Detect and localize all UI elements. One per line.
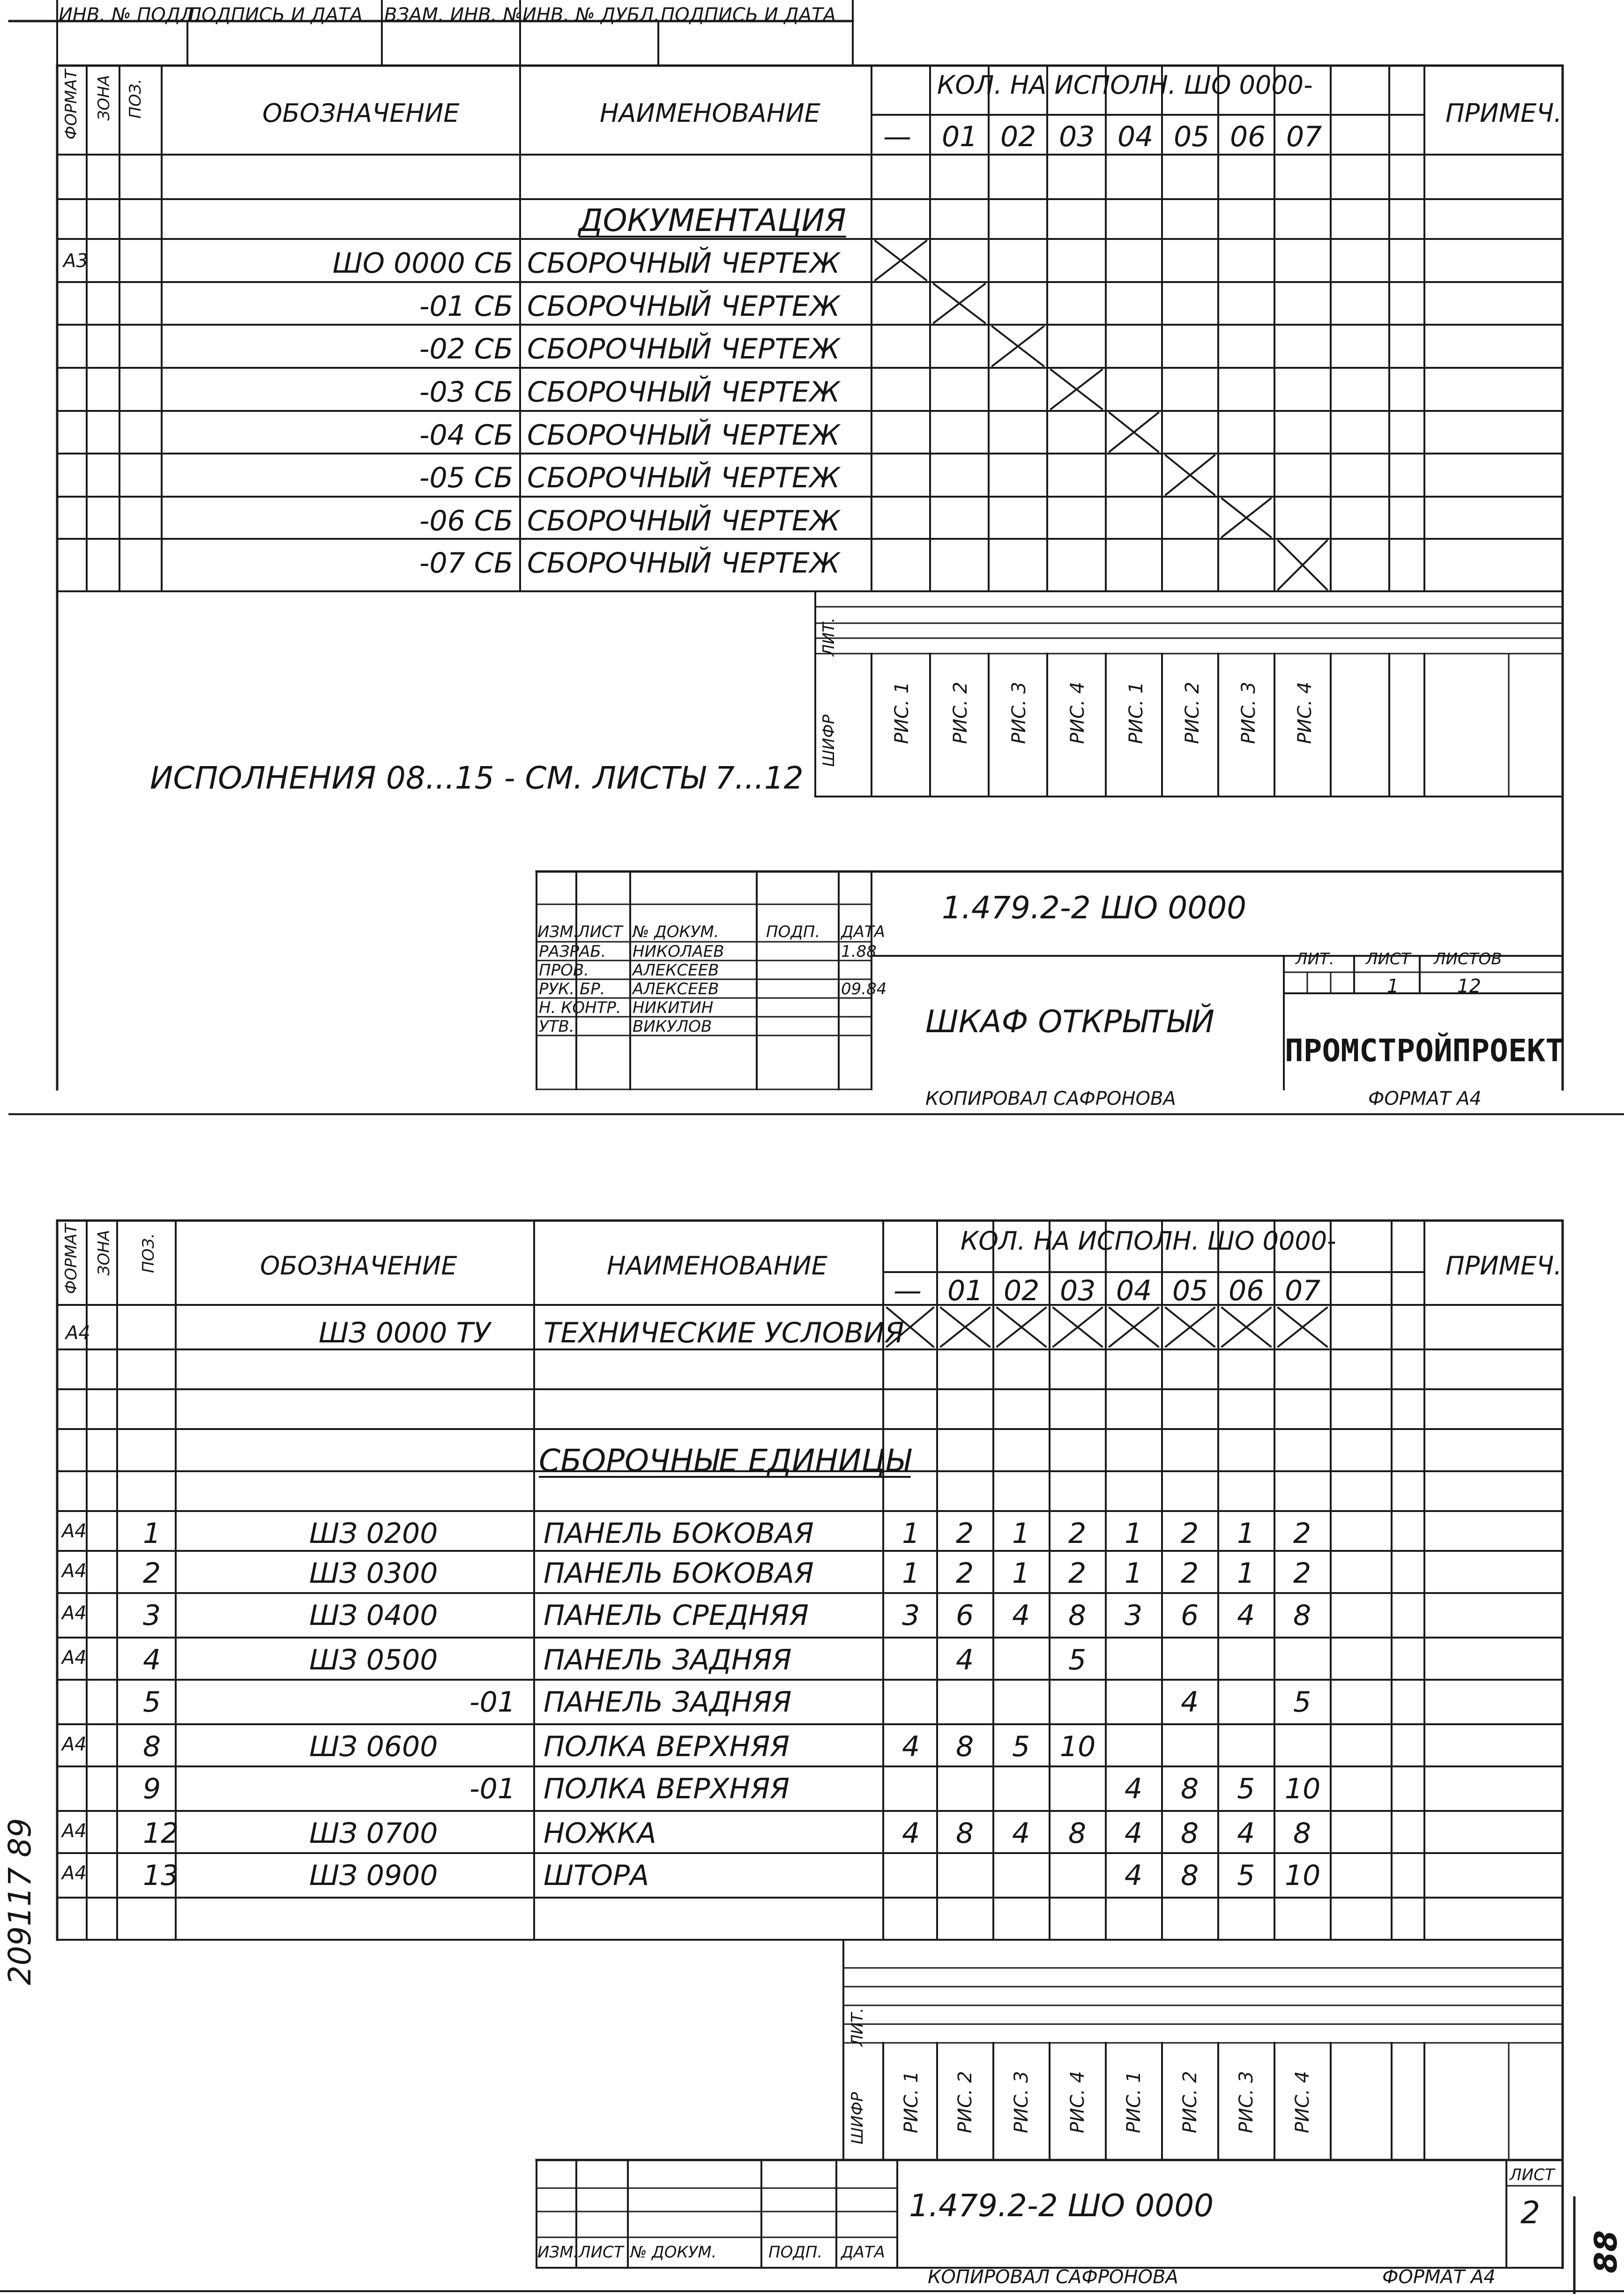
variant-0: — <box>883 120 911 153</box>
margin-inventory-number: 209117 89 <box>2 1818 38 1985</box>
row2-designation: ШЗ 0200 <box>309 1517 438 1550</box>
row2-qty: 2 <box>1293 1557 1311 1590</box>
row2-designation: -01 <box>469 1773 515 1805</box>
row2-pos: 8 <box>143 1730 161 1763</box>
tb2-h-izm: ИЗМ. <box>537 2243 579 2262</box>
lit-label: ЛИТ. <box>819 618 838 656</box>
row2-format: А4 <box>62 1734 87 1755</box>
row2-name: ШТОРА <box>544 1859 649 1892</box>
format-label-2: ФОРМАТ А4 <box>1382 2266 1496 2288</box>
variant-2: 02 <box>1000 120 1036 153</box>
row2-qty: 1 <box>1012 1557 1030 1590</box>
row2-qty: 1 <box>902 1557 920 1590</box>
row2-qty: 4 <box>1237 1817 1255 1850</box>
variant2-3: 03 <box>1060 1274 1096 1307</box>
variant-7: 07 <box>1286 120 1322 153</box>
row2-qty: 5 <box>1068 1644 1087 1676</box>
variant-4: 04 <box>1117 120 1154 153</box>
col-format: ФОРМАТ <box>62 69 81 140</box>
row2-pos: 3 <box>143 1599 161 1632</box>
variant-3: 03 <box>1059 120 1095 153</box>
row2-designation: ШЗ 0300 <box>309 1557 438 1590</box>
person-name: АЛЕКСЕЕВ <box>633 980 719 998</box>
row-designation: -03 СБ <box>419 376 513 409</box>
row2-qty: 10 <box>1285 1859 1321 1892</box>
col-qty-title: КОЛ. НА ИСПОЛН. ШО 0000- <box>937 70 1313 100</box>
col-zone-2: ЗОНА <box>95 1230 113 1276</box>
col-zone: ЗОНА <box>95 75 113 121</box>
section-documentation: ДОКУМЕНТАЦИЯ <box>579 202 846 238</box>
variant-6: 06 <box>1230 120 1266 153</box>
person-name: ВИКУЛОВ <box>633 1017 712 1036</box>
cipher-label-2: ШИФР <box>848 2092 867 2145</box>
row2-pos: 1 <box>143 1517 161 1550</box>
figure2-6: РИС. 3 <box>1236 2071 1257 2133</box>
tu-name: ТЕХНИЧЕСКИЕ УСЛОВИЯ <box>544 1317 904 1349</box>
row2-qty: 2 <box>1181 1517 1199 1550</box>
row2-qty: 2 <box>1068 1557 1087 1590</box>
row2-designation: ШЗ 0600 <box>309 1730 438 1763</box>
row2-format: А4 <box>62 1560 87 1582</box>
format-label: ФОРМАТ А4 <box>1368 1088 1482 1110</box>
org-name: ПРОМСТРОЙПРОЕКТ <box>1285 1033 1564 1069</box>
row2-qty: 2 <box>1068 1517 1087 1550</box>
row2-format: А4 <box>62 1602 87 1624</box>
row2-qty: 1 <box>1237 1517 1255 1550</box>
tb-sheets: ЛИСТОВ <box>1434 950 1502 968</box>
row2-name: ПАНЕЛЬ СРЕДНЯЯ <box>544 1599 809 1632</box>
row2-designation: -01 <box>469 1686 515 1719</box>
row2-format: А4 <box>62 1862 87 1884</box>
row2-qty: 4 <box>1237 1599 1255 1632</box>
row2-designation: ШЗ 0400 <box>309 1599 438 1632</box>
figure2-2: РИС. 3 <box>1011 2071 1032 2133</box>
row2-pos: 2 <box>143 1557 161 1590</box>
person-name: НИКИТИН <box>633 998 714 1017</box>
tb-h-list: ЛИСТ <box>578 923 623 941</box>
row2-name: ПАНЕЛЬ БОКОВАЯ <box>544 1517 814 1550</box>
row2-name: ПАНЕЛЬ ЗАДНЯЯ <box>544 1686 792 1719</box>
variant-1: 01 <box>942 120 978 153</box>
row2-format: А4 <box>62 1647 87 1668</box>
row2-qty: 2 <box>956 1517 974 1550</box>
col-format-2: ФОРМАТ <box>62 1224 81 1294</box>
row2-qty: 4 <box>1125 1817 1143 1850</box>
row2-qty: 8 <box>1181 1859 1199 1892</box>
copied-by-2: КОПИРОВАЛ САФРОНОВА <box>928 2266 1178 2288</box>
row2-qty: 5 <box>1237 1859 1255 1892</box>
row2-designation: ШЗ 0500 <box>309 1644 438 1676</box>
tb-sheet-no: 1 <box>1387 976 1399 997</box>
tb-lit: ЛИТ. <box>1296 950 1334 968</box>
figure2-3: РИС. 4 <box>1067 2071 1088 2133</box>
tb-h-izm: ИЗМ. <box>537 923 579 941</box>
stamp-podpis-data: ПОДПИСЬ И ДАТА <box>187 4 363 26</box>
row2-pos: 4 <box>143 1644 161 1676</box>
variant2-1: 01 <box>947 1274 983 1307</box>
row2-qty: 1 <box>1125 1517 1143 1550</box>
figure2-1: РИС. 2 <box>954 2071 976 2133</box>
row2-name: ПОЛКА ВЕРХНЯЯ <box>544 1773 790 1805</box>
cipher-label: ШИФР <box>819 715 838 767</box>
variant2-0: — <box>894 1274 922 1307</box>
tb2-sheet: ЛИСТ <box>1510 2166 1555 2184</box>
row2-designation: ШЗ 0900 <box>309 1859 438 1892</box>
row-name: СБОРОЧНЫЙ ЧЕРТЕЖ <box>527 333 840 365</box>
row-name: СБОРОЧНЫЙ ЧЕРТЕЖ <box>527 376 840 409</box>
row-name: СБОРОЧНЫЙ ЧЕРТЕЖ <box>527 505 840 537</box>
row-designation: -07 СБ <box>419 547 513 580</box>
col-note: ПРИМЕЧ. <box>1445 98 1562 128</box>
tb-h-doc: № ДОКУМ. <box>633 923 719 941</box>
page-number: 88 <box>1588 2230 1624 2273</box>
stamp-inv-podl: ИНВ. № ПОДЛ. <box>59 4 201 26</box>
person-date: 1.88 <box>841 942 877 961</box>
row2-qty: 8 <box>1068 1599 1087 1632</box>
copied-by: КОПИРОВАЛ САФРОНОВА <box>925 1088 1176 1110</box>
figure-4: РИС. 1 <box>1125 682 1147 744</box>
row-name: СБОРОЧНЫЙ ЧЕРТЕЖ <box>527 547 840 580</box>
row2-qty: 4 <box>902 1730 920 1763</box>
col-pos-2: ПОЗ. <box>139 1233 158 1273</box>
figure-6: РИС. 3 <box>1238 682 1259 744</box>
row2-pos: 13 <box>143 1859 179 1892</box>
section-assemblies: СБОРОЧНЫЕ ЕДИНИЦЫ <box>539 1443 911 1479</box>
stamp-vzam-inv: ВЗАМ. ИНВ. № <box>384 4 522 26</box>
figure-7: РИС. 4 <box>1294 682 1316 744</box>
col-note-2: ПРИМЕЧ. <box>1445 1251 1562 1281</box>
row2-qty: 1 <box>1012 1517 1030 1550</box>
row-designation: -01 СБ <box>419 290 513 323</box>
tb2-sheet-no: 2 <box>1520 2195 1540 2231</box>
row2-qty: 4 <box>956 1644 974 1676</box>
row2-qty: 4 <box>1181 1686 1199 1719</box>
person-role: РАЗРАБ. <box>539 942 606 961</box>
row2-format: А4 <box>62 1820 87 1842</box>
row-name: СБОРОЧНЫЙ ЧЕРТЕЖ <box>527 462 840 494</box>
doc-code-2: 1.479.2-2 ШО 0000 <box>909 2188 1214 2224</box>
row2-qty: 2 <box>956 1557 974 1590</box>
figure2-0: РИС. 1 <box>901 2071 922 2133</box>
person-role: РУК. БР. <box>539 980 605 998</box>
row2-qty: 1 <box>902 1517 920 1550</box>
row2-name: НОЖКА <box>544 1817 656 1850</box>
row-designation: -04 СБ <box>419 419 513 452</box>
row2-qty: 8 <box>1181 1817 1199 1850</box>
stamp-inv-dubl: ИНВ. № ДУБЛ. <box>522 4 660 26</box>
row2-qty: 3 <box>1125 1599 1143 1632</box>
figure2-5: РИС. 2 <box>1179 2071 1201 2133</box>
tb2-h-doc: № ДОКУМ. <box>630 2243 717 2262</box>
row-designation: -02 СБ <box>419 333 513 365</box>
tb-sheets-no: 12 <box>1457 976 1481 997</box>
variant-5: 05 <box>1174 120 1210 153</box>
person-name: НИКОЛАЕВ <box>633 942 724 961</box>
row2-qty: 8 <box>1068 1817 1087 1850</box>
row-designation: -05 СБ <box>419 462 513 494</box>
col-pos: ПОЗ. <box>126 79 145 119</box>
doc-code: 1.479.2-2 ШО 0000 <box>942 890 1247 926</box>
row2-qty: 6 <box>1181 1599 1199 1632</box>
row2-name: ПАНЕЛЬ ЗАДНЯЯ <box>544 1644 792 1676</box>
person-role: ПРОВ. <box>539 961 589 980</box>
row2-designation: ШЗ 0700 <box>309 1817 438 1850</box>
row2-qty: 4 <box>1125 1859 1143 1892</box>
person-role: УТВ. <box>539 1017 574 1036</box>
row2-pos: 5 <box>143 1686 161 1719</box>
row2-qty: 8 <box>1293 1599 1311 1632</box>
figure-0: РИС. 1 <box>891 682 913 744</box>
row-name: СБОРОЧНЫЙ ЧЕРТЕЖ <box>527 419 840 452</box>
row2-qty: 4 <box>1012 1599 1030 1632</box>
variant2-4: 04 <box>1116 1274 1152 1307</box>
tb2-h-list: ЛИСТ <box>579 2243 624 2262</box>
col-qty-title-2: КОЛ. НА ИСПОЛН. ШО 0000- <box>961 1226 1336 1256</box>
row2-name: ПОЛКА ВЕРХНЯЯ <box>544 1730 790 1763</box>
row2-qty: 4 <box>902 1817 920 1850</box>
row-name: СБОРОЧНЫЙ ЧЕРТЕЖ <box>527 247 840 280</box>
row2-qty: 5 <box>1293 1686 1311 1719</box>
lit-label-2: ЛИТ. <box>848 2008 867 2047</box>
row-designation: ШО 0000 СБ <box>332 247 513 280</box>
variant2-7: 07 <box>1285 1274 1321 1307</box>
figure2-7: РИС. 4 <box>1292 2071 1313 2133</box>
stamp-podpis-data-2: ПОДПИСЬ И ДАТА <box>661 4 836 26</box>
figure2-4: РИС. 1 <box>1123 2071 1145 2133</box>
row2-qty: 3 <box>902 1599 920 1632</box>
tb-h-podp: ПОДП. <box>766 923 820 941</box>
row2-pos: 12 <box>143 1817 179 1850</box>
person-date: 09.84 <box>841 980 887 998</box>
person-role: Н. КОНТР. <box>539 998 621 1017</box>
person-name: АЛЕКСЕЕВ <box>633 961 719 980</box>
row2-pos: 9 <box>143 1773 161 1805</box>
col-name-2: НАИМЕНОВАНИЕ <box>607 1251 827 1281</box>
row2-qty: 8 <box>956 1730 974 1763</box>
row2-qty: 4 <box>1012 1817 1030 1850</box>
row2-qty: 8 <box>956 1817 974 1850</box>
col-name: НАИМЕНОВАНИЕ <box>600 98 820 128</box>
tb-h-data: ДАТА <box>841 923 885 941</box>
figure-2: РИС. 3 <box>1008 682 1030 744</box>
tb2-h-podp: ПОДП. <box>768 2243 823 2262</box>
tu-format: А4 <box>66 1322 90 1344</box>
row2-qty: 5 <box>1012 1730 1030 1763</box>
col-designation: ОБОЗНАЧЕНИЕ <box>262 98 460 128</box>
row-designation: -06 СБ <box>419 505 513 537</box>
row2-qty: 1 <box>1125 1557 1143 1590</box>
row2-qty: 2 <box>1181 1557 1199 1590</box>
row2-format: А4 <box>62 1520 87 1542</box>
variant2-5: 05 <box>1172 1274 1208 1307</box>
row2-qty: 8 <box>1181 1773 1199 1805</box>
note-variants: ИСПОЛНЕНИЯ 08...15 - СМ. ЛИСТЫ 7...12 <box>150 760 804 796</box>
row2-qty: 4 <box>1125 1773 1143 1805</box>
tu-designation: ШЗ 0000 ТУ <box>319 1317 491 1349</box>
variant2-6: 06 <box>1229 1274 1265 1307</box>
row2-name: ПАНЕЛЬ БОКОВАЯ <box>544 1557 814 1590</box>
col-designation-2: ОБОЗНАЧЕНИЕ <box>260 1251 457 1281</box>
tb2-h-data: ДАТА <box>841 2243 885 2262</box>
row2-qty: 10 <box>1060 1730 1096 1763</box>
row2-qty: 1 <box>1237 1557 1255 1590</box>
variant2-2: 02 <box>1004 1274 1040 1307</box>
row2-qty: 6 <box>956 1599 974 1632</box>
row2-qty: 8 <box>1293 1817 1311 1850</box>
row2-qty: 5 <box>1237 1773 1255 1805</box>
tb-sheet: ЛИСТ <box>1366 950 1411 968</box>
row-name: СБОРОЧНЫЙ ЧЕРТЕЖ <box>527 290 840 323</box>
figure-1: РИС. 2 <box>950 682 971 744</box>
product-name: ШКАФ ОТКРЫТЫЙ <box>925 1004 1215 1040</box>
row-format: А3 <box>63 250 88 272</box>
figure-3: РИС. 4 <box>1067 682 1088 744</box>
row2-qty: 10 <box>1285 1773 1321 1805</box>
row2-qty: 2 <box>1293 1517 1311 1550</box>
figure-5: РИС. 2 <box>1182 682 1203 744</box>
